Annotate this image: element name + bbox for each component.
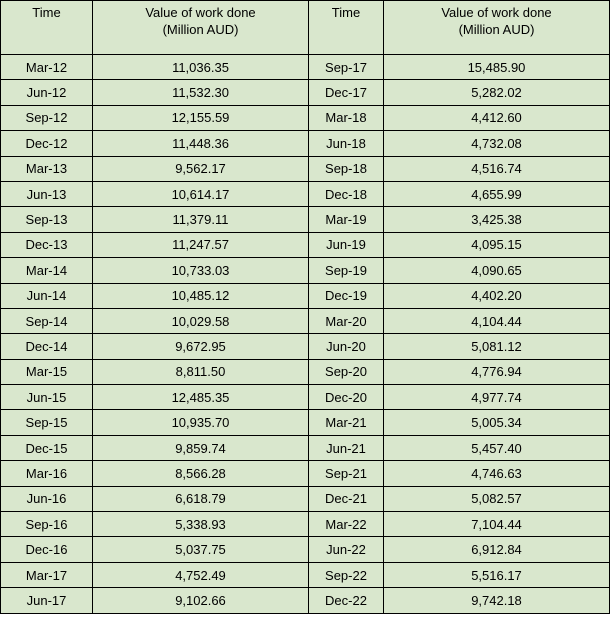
time-right-cell: Sep-19 — [309, 258, 384, 283]
value-left-cell: 5,037.75 — [93, 537, 309, 562]
time-left-cell: Dec-14 — [1, 334, 93, 359]
table-row — [1, 105, 610, 130]
value-left-cell: 9,102.66 — [93, 588, 309, 613]
value-right-cell: 4,732.08 — [384, 131, 610, 156]
value-left-cell: 9,859.74 — [93, 435, 309, 460]
time-right-cell: Mar-18 — [309, 105, 384, 130]
value-left-cell: 10,614.17 — [93, 181, 309, 206]
time-right-cell: Jun-19 — [309, 232, 384, 257]
time-right-cell: Dec-22 — [309, 588, 384, 613]
value-right-cell: 4,655.99 — [384, 181, 610, 206]
time-right-cell: Mar-19 — [309, 207, 384, 232]
value-right-cell: 3,425.38 — [384, 207, 610, 232]
table-row — [1, 181, 610, 206]
time-left-cell: Sep-16 — [1, 512, 93, 537]
time-left-cell: Mar-16 — [1, 461, 93, 486]
value-right-cell: 4,516.74 — [384, 156, 610, 181]
table-row — [1, 359, 610, 384]
time-right-cell: Sep-17 — [309, 55, 384, 80]
value-left-cell: 10,733.03 — [93, 258, 309, 283]
table-row — [1, 334, 610, 359]
value-right-cell: 4,776.94 — [384, 359, 610, 384]
time-left-cell: Mar-15 — [1, 359, 93, 384]
header-value-right — [384, 1, 610, 55]
value-left-cell: 6,618.79 — [93, 486, 309, 511]
value-left-cell: 11,448.36 — [93, 131, 309, 156]
table-row — [1, 435, 610, 460]
time-right-cell: Dec-17 — [309, 80, 384, 105]
table-header — [1, 1, 610, 55]
time-left-cell: Mar-12 — [1, 55, 93, 80]
value-right-cell: 5,282.02 — [384, 80, 610, 105]
time-right-cell: Sep-20 — [309, 359, 384, 384]
time-right-cell: Dec-18 — [309, 181, 384, 206]
table-row — [1, 207, 610, 232]
value-left-cell: 11,379.11 — [93, 207, 309, 232]
time-right-cell: Jun-22 — [309, 537, 384, 562]
table-row — [1, 232, 610, 257]
value-left-cell: 8,811.50 — [93, 359, 309, 384]
value-right-cell: 4,746.63 — [384, 461, 610, 486]
value-right-cell: 7,104.44 — [384, 512, 610, 537]
time-right-cell: Jun-20 — [309, 334, 384, 359]
value-right-cell: 4,095.15 — [384, 232, 610, 257]
time-left-cell: Sep-13 — [1, 207, 93, 232]
header-value-left — [93, 1, 309, 55]
header-time-right — [309, 1, 384, 55]
table-body — [1, 55, 610, 614]
time-right-cell: Mar-22 — [309, 512, 384, 537]
table-row — [1, 80, 610, 105]
value-right-cell: 5,005.34 — [384, 410, 610, 435]
time-left-cell: Dec-16 — [1, 537, 93, 562]
value-left-cell: 9,562.17 — [93, 156, 309, 181]
table-row — [1, 537, 610, 562]
header-value-right-line2: (Million AUD) — [458, 22, 535, 37]
table-row — [1, 156, 610, 181]
value-right-cell: 4,412.60 — [384, 105, 610, 130]
time-left-cell: Dec-15 — [1, 435, 93, 460]
table-row — [1, 55, 610, 80]
value-left-cell: 11,532.30 — [93, 80, 309, 105]
table-row — [1, 131, 610, 156]
time-right-cell: Dec-19 — [309, 283, 384, 308]
time-right-cell: Jun-18 — [309, 131, 384, 156]
time-left-cell: Dec-13 — [1, 232, 93, 257]
time-right-cell: Mar-21 — [309, 410, 384, 435]
value-left-cell: 12,485.35 — [93, 385, 309, 410]
table-row — [1, 308, 610, 333]
value-left-cell: 10,485.12 — [93, 283, 309, 308]
time-left-cell: Sep-14 — [1, 308, 93, 333]
value-left-cell: 11,036.35 — [93, 55, 309, 80]
time-left-cell: Sep-12 — [1, 105, 93, 130]
time-left-cell: Mar-13 — [1, 156, 93, 181]
table-row — [1, 562, 610, 587]
table-row — [1, 258, 610, 283]
time-left-cell: Jun-17 — [1, 588, 93, 613]
value-right-cell: 5,082.57 — [384, 486, 610, 511]
time-left-cell: Dec-12 — [1, 131, 93, 156]
header-time-left — [1, 1, 93, 55]
value-right-cell: 4,402.20 — [384, 283, 610, 308]
time-right-cell: Sep-21 — [309, 461, 384, 486]
value-right-cell: 9,742.18 — [384, 588, 610, 613]
time-left-cell: Jun-14 — [1, 283, 93, 308]
header-value-left-line1: Value of work done — [145, 5, 256, 20]
table-row — [1, 486, 610, 511]
value-right-cell: 4,977.74 — [384, 385, 610, 410]
header-time-left-label: Time — [32, 5, 61, 20]
time-left-cell: Mar-17 — [1, 562, 93, 587]
value-right-cell: 15,485.90 — [384, 55, 610, 80]
value-right-cell: 5,516.17 — [384, 562, 610, 587]
value-left-cell: 9,672.95 — [93, 334, 309, 359]
value-right-cell: 4,104.44 — [384, 308, 610, 333]
value-left-cell: 8,566.28 — [93, 461, 309, 486]
header-value-left-line2: (Million AUD) — [162, 22, 239, 37]
table-row — [1, 283, 610, 308]
time-left-cell: Sep-15 — [1, 410, 93, 435]
value-left-cell: 12,155.59 — [93, 105, 309, 130]
time-left-cell: Jun-12 — [1, 80, 93, 105]
time-right-cell: Jun-21 — [309, 435, 384, 460]
table-row — [1, 385, 610, 410]
header-value-right-line1: Value of work done — [441, 5, 552, 20]
value-left-cell: 5,338.93 — [93, 512, 309, 537]
value-right-cell: 6,912.84 — [384, 537, 610, 562]
time-right-cell: Dec-21 — [309, 486, 384, 511]
time-right-cell: Dec-20 — [309, 385, 384, 410]
value-left-cell: 4,752.49 — [93, 562, 309, 587]
time-left-cell: Jun-13 — [1, 181, 93, 206]
value-left-cell: 10,935.70 — [93, 410, 309, 435]
table-row — [1, 512, 610, 537]
header-time-right-label: Time — [331, 5, 361, 20]
time-right-cell: Sep-22 — [309, 562, 384, 587]
value-right-cell: 4,090.65 — [384, 258, 610, 283]
time-right-cell: Mar-20 — [309, 308, 384, 333]
time-left-cell: Mar-14 — [1, 258, 93, 283]
table-row — [1, 461, 610, 486]
time-left-cell: Jun-15 — [1, 385, 93, 410]
value-left-cell: 11,247.57 — [93, 232, 309, 257]
value-right-cell: 5,457.40 — [384, 435, 610, 460]
value-right-cell: 5,081.12 — [384, 334, 610, 359]
value-left-cell: 10,029.58 — [93, 308, 309, 333]
table-row — [1, 410, 610, 435]
time-right-cell: Sep-18 — [309, 156, 384, 181]
table-row — [1, 588, 610, 613]
time-left-cell: Jun-16 — [1, 486, 93, 511]
header-row — [1, 1, 610, 55]
